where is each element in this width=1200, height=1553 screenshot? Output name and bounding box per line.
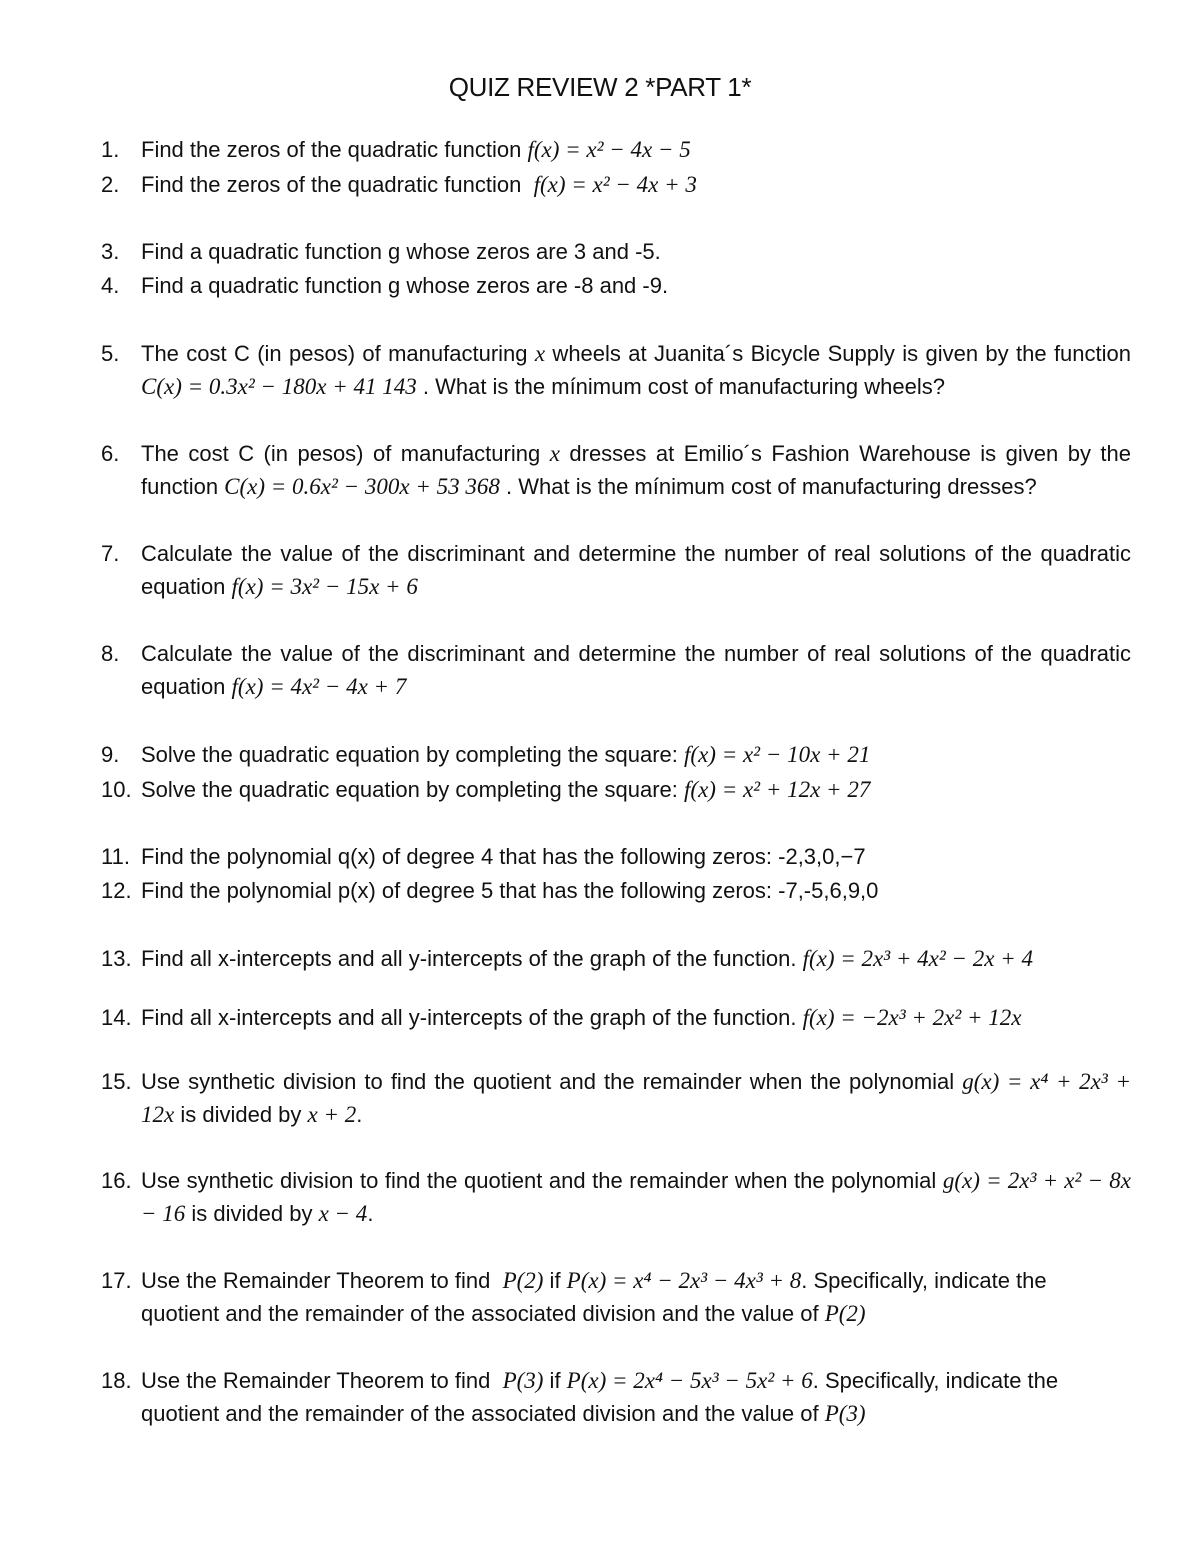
question-prompt: Use the Remainder Theorem to find (141, 1268, 503, 1293)
question-number: 4. (101, 273, 120, 298)
page-title: QUIZ REVIEW 2 *PART 1* (448, 72, 752, 102)
question-prompt: if (543, 1368, 567, 1393)
question-item (101, 168, 1131, 201)
question-prompt: . (356, 1102, 363, 1127)
math-expression: x (534, 341, 546, 366)
question-number: 12. (101, 878, 132, 903)
question-text (141, 942, 1131, 975)
question-prompt: Solve the quadratic equation by completing the square: (141, 742, 685, 767)
question-prompt: The cost C (in pesos) of manufacturing (141, 341, 535, 366)
math-expression: P(2) (824, 1301, 866, 1326)
math-expression: C(x) = 0.3x² − 180x + 41 143 (141, 374, 417, 399)
question-item (101, 874, 1131, 907)
math-expression: P(3) (502, 1368, 544, 1393)
question-item (101, 1264, 1131, 1330)
question-text (141, 773, 1131, 806)
question-item (101, 840, 1131, 873)
math-expression: P(2) (502, 1268, 544, 1293)
question-item (101, 1001, 1131, 1034)
question-item (101, 235, 1131, 268)
question-text (141, 337, 1138, 403)
question-prompt: . Specifically, indicate the quotient and the remainder of the associated division and the value of (141, 1268, 1053, 1326)
question-prompt: Find all x-intercepts and all y-intercepts of the graph of the function. (141, 946, 803, 971)
question-prompt: if (543, 1268, 567, 1293)
question-item (101, 1065, 1137, 1131)
question-number: 18. (101, 1368, 132, 1393)
question-text (141, 1001, 1131, 1034)
question-number: 9. (101, 742, 120, 767)
math-expression: x (549, 441, 560, 466)
math-expression: f(x) = x² − 4x + 3 (533, 172, 697, 197)
question-item (101, 437, 1138, 503)
math-expression: P(x) = 2x⁴ − 5x³ − 5x² + 6 (566, 1368, 813, 1393)
question-item (101, 773, 1131, 806)
question-prompt: Use synthetic division to find the quotient and the remainder when the polynomial (141, 1168, 943, 1193)
question-number: 6. (101, 441, 120, 466)
question-item (101, 537, 1138, 603)
question-prompt: Find a quadratic function g whose zeros are -8 and -9. (141, 273, 669, 298)
question-prompt: Find the polynomial q(x) of degree 4 that has the following zeros: -2,3,0,−7 (141, 844, 866, 869)
question-item (101, 1364, 1131, 1430)
question-number: 16. (101, 1168, 132, 1193)
math-expression: x + 2 (307, 1102, 357, 1127)
question-prompt: . What is the mínimum cost of manufacturing wheels? (416, 374, 945, 399)
question-text (141, 1164, 1137, 1230)
question-text (141, 874, 1131, 907)
math-expression: g(x) = 2x³ + x² − 8x − 16 (141, 1168, 1137, 1226)
question-prompt: wheels at Juanita´s Bicycle Supply is given by the function (545, 341, 1138, 366)
question-text (141, 738, 1131, 771)
question-prompt: is divided by (185, 1201, 319, 1226)
math-expression: x − 4 (318, 1201, 368, 1226)
question-item (101, 738, 1131, 771)
question-text (141, 637, 1138, 703)
math-expression: f(x) = x² − 10x + 21 (684, 742, 871, 767)
math-expression: g(x) = x⁴ + 2x³ + 12x (141, 1069, 1137, 1127)
question-number: 3. (101, 239, 120, 264)
question-number: 1. (101, 137, 120, 162)
question-prompt: is divided by (174, 1102, 308, 1127)
question-prompt: Find a quadratic function g whose zeros are 3 and -5. (141, 239, 661, 264)
question-number: 5. (101, 341, 120, 366)
question-number: 2. (101, 172, 120, 197)
question-item (101, 269, 1131, 302)
question-item (101, 1164, 1137, 1230)
question-prompt: Find the zeros of the quadratic function (141, 137, 528, 162)
question-item (101, 133, 1131, 166)
math-expression: f(x) = 2x³ + 4x² − 2x + 4 (802, 946, 1034, 971)
question-text (141, 1364, 1131, 1430)
math-expression: f(x) = 3x² − 15x + 6 (231, 574, 418, 599)
question-text (141, 1264, 1131, 1330)
question-number: 10. (101, 777, 132, 802)
math-expression: f(x) = x² − 4x − 5 (527, 137, 691, 162)
question-number: 17. (101, 1268, 132, 1293)
question-prompt: Use synthetic division to find the quotient and the remainder when the polynomial (141, 1069, 963, 1094)
question-text (141, 168, 1131, 201)
question-number: 8. (101, 641, 120, 666)
question-prompt: . What is the mínimum cost of manufacturing dresses? (499, 474, 1037, 499)
question-number: 11. (101, 844, 130, 869)
question-number: 14. (101, 1005, 132, 1030)
question-prompt: . (367, 1201, 374, 1226)
question-prompt: Find the polynomial p(x) of degree 5 that has the following zeros: -7,-5,6,9,0 (141, 878, 879, 903)
math-expression: P(x) = x⁴ − 2x³ − 4x³ + 8 (566, 1268, 802, 1293)
question-prompt: Calculate the value of the discriminant and determine the number of real solutions of the quadratic equation (141, 641, 1138, 699)
question-text (141, 1065, 1137, 1131)
question-text (141, 437, 1138, 503)
question-text (141, 235, 1131, 268)
question-prompt: Solve the quadratic equation by completing the square: (141, 777, 685, 802)
math-expression: f(x) = x² + 12x + 27 (684, 777, 871, 802)
math-expression: f(x) = −2x³ + 2x² + 12x (802, 1005, 1022, 1030)
question-item (101, 337, 1138, 403)
question-text (141, 133, 1131, 166)
question-number: 15. (101, 1069, 132, 1094)
question-prompt: Find the zeros of the quadratic function (141, 172, 534, 197)
question-prompt: The cost C (in pesos) of manufacturing (141, 441, 550, 466)
question-number: 7. (101, 541, 120, 566)
question-text (141, 537, 1138, 603)
question-prompt: dresses at Emilio´s Fashion Warehouse is given by the function (141, 441, 1138, 499)
question-item (101, 942, 1131, 975)
question-prompt: Calculate the value of the discriminant and determine the number of real solutions of the quadratic equation (141, 541, 1138, 599)
question-text (141, 269, 1131, 302)
question-number: 13. (101, 946, 132, 971)
question-item (101, 637, 1138, 703)
math-expression: P(3) (824, 1401, 866, 1426)
math-expression: C(x) = 0.6x² − 300x + 53 368 (224, 474, 500, 499)
question-prompt: Find all x-intercepts and all y-intercepts of the graph of the function. (141, 1005, 803, 1030)
question-prompt: . Specifically, indicate the quotient and the remainder of the associated division and the value of (141, 1368, 1065, 1426)
question-text (141, 840, 1131, 873)
math-expression: f(x) = 4x² − 4x + 7 (231, 674, 407, 699)
question-prompt: Use the Remainder Theorem to find (141, 1368, 503, 1393)
